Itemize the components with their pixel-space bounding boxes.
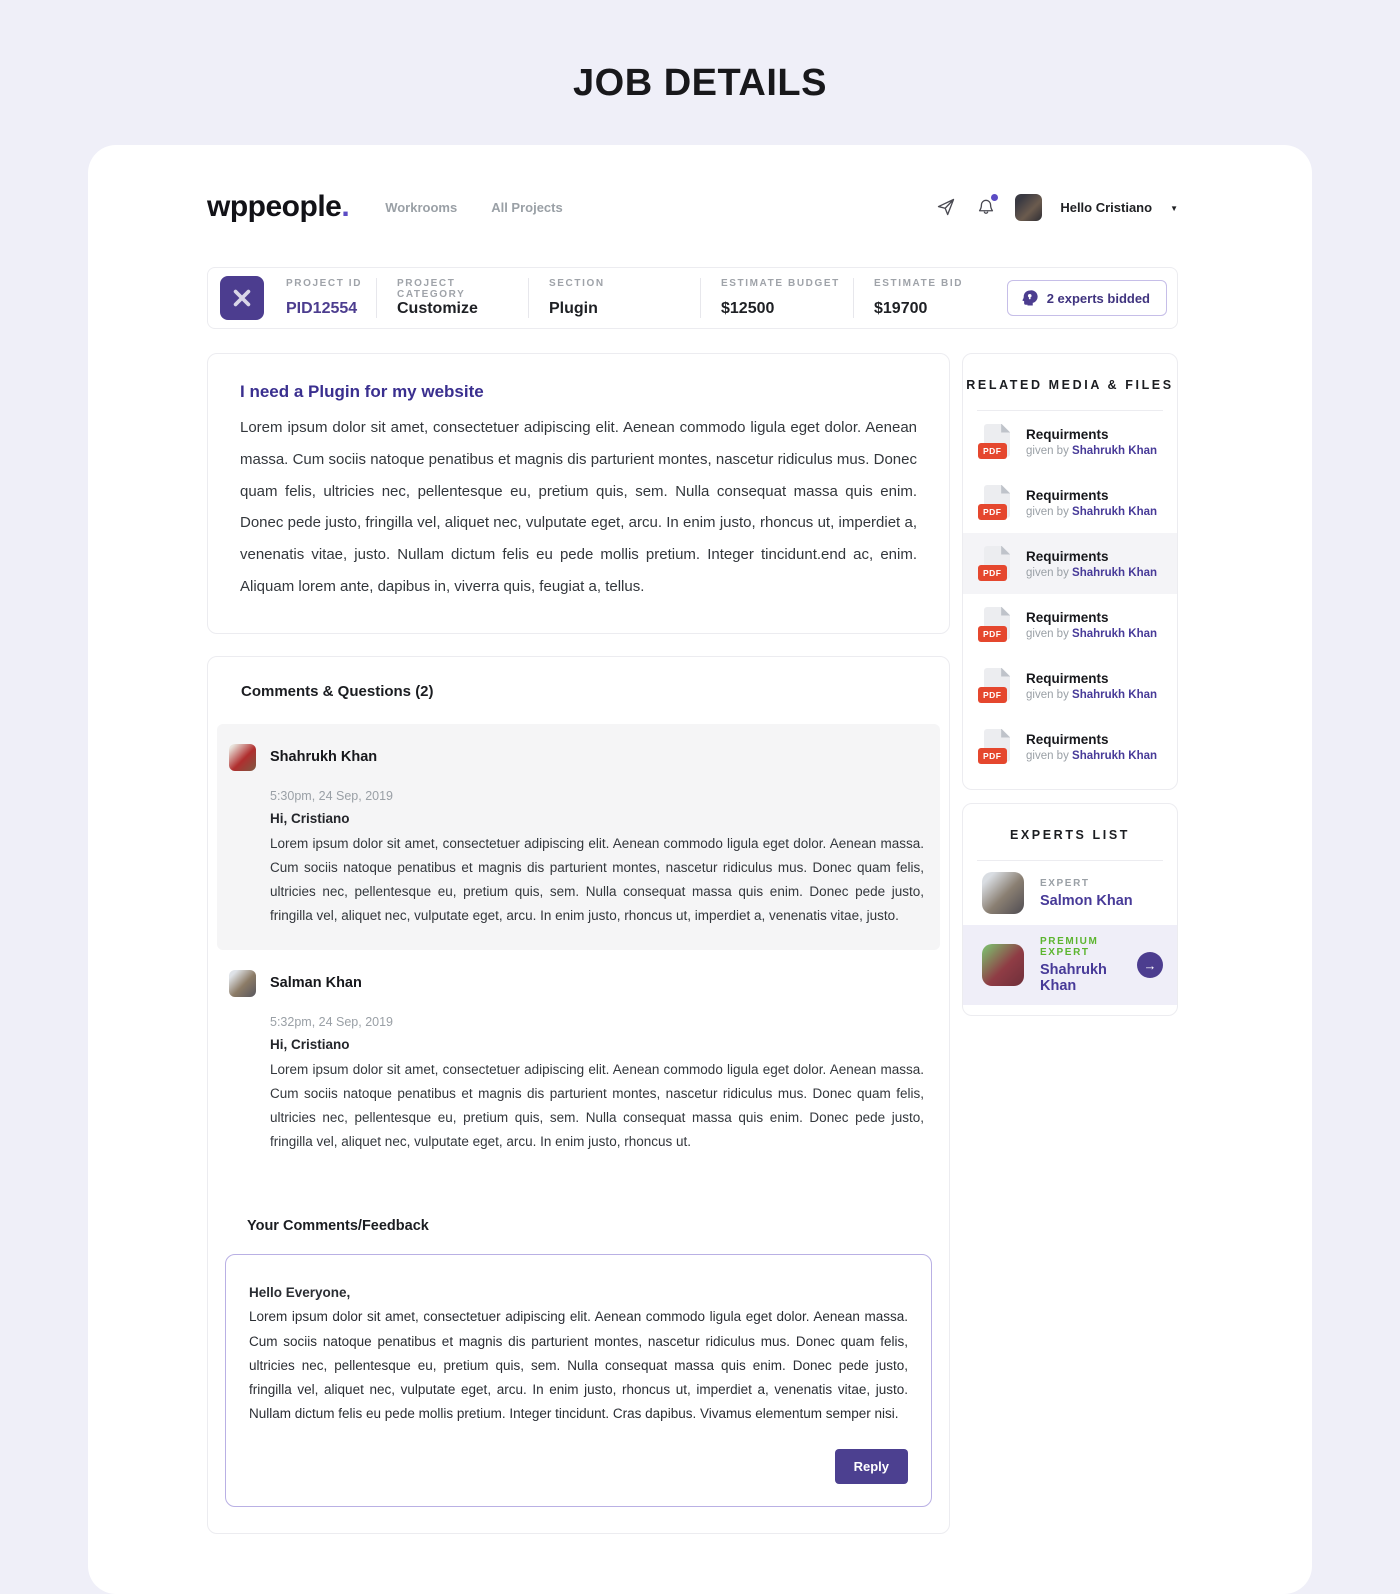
notifications-bell-icon[interactable] xyxy=(975,196,997,218)
nav-workrooms[interactable]: Workrooms xyxy=(385,199,458,215)
estimate-budget-value: $12500 xyxy=(721,300,775,317)
expert-avatar xyxy=(982,944,1024,986)
given-by-label: given by xyxy=(1026,444,1069,457)
nav-all-projects[interactable]: All Projects xyxy=(491,199,563,215)
given-by-label: given by xyxy=(1026,688,1069,701)
file-item[interactable] xyxy=(963,716,1177,777)
file-title: Requirments xyxy=(1026,670,1109,686)
project-category-value: Customize xyxy=(397,300,478,317)
experts-bidded-button[interactable] xyxy=(1007,280,1167,316)
file-author[interactable]: Shahrukh Khan xyxy=(1072,444,1158,457)
experts-list-heading: EXPERTS LIST xyxy=(1009,828,1131,842)
pdf-file-icon: PDF xyxy=(982,485,1012,521)
project-tools-icon xyxy=(220,276,264,320)
expert-role-label: EXPERT xyxy=(1040,877,1090,889)
user-greeting: Hello Cristiano xyxy=(1060,199,1153,215)
file-item[interactable] xyxy=(963,594,1177,655)
pdf-file-icon: PDF xyxy=(982,668,1012,704)
comment-text: Lorem ipsum dolor sit amet, consectetuer adipiscing elit. Aenean commodo ligula eget dolor. Aenean massa. Cum sociis natoque penatibus et magnis dis parturient montes, nascetur ridiculus mus. Donec quam felis, ultricies nec, pellentesque eu, pretium quis, sem. Nulla consequat massa quis enim. Donec pede justo, fringilla vel, aliquet nec, vulputate eget, arcu. In enim justo, rhoncus ut, imperdiet a, venenatis vitae, justo. xyxy=(270,835,924,923)
expert-arrow-right-icon[interactable] xyxy=(1137,952,1163,978)
section-label: SECTION xyxy=(549,278,605,289)
comment-item xyxy=(217,950,940,1176)
expert-name[interactable]: Shahrukh Khan xyxy=(1040,962,1107,994)
user-menu-chevron-down-icon[interactable] xyxy=(1170,198,1178,216)
file-item[interactable] xyxy=(963,411,1177,472)
comment-timestamp: 5:30pm, 24 Sep, 2019 xyxy=(270,788,394,803)
file-author[interactable]: Shahrukh Khan xyxy=(1072,627,1158,640)
section-field xyxy=(528,278,700,318)
file-title: Requirments xyxy=(1026,426,1109,442)
given-by-label: given by xyxy=(1026,749,1069,762)
estimate-budget-label: ESTIMATE BUDGET xyxy=(721,278,840,289)
feedback-input-box[interactable] xyxy=(225,1254,932,1507)
project-id-value: PID12554 xyxy=(286,300,358,317)
estimate-budget-field xyxy=(700,278,853,318)
file-title: Requirments xyxy=(1026,548,1109,564)
job-description-card xyxy=(207,353,950,634)
file-author[interactable]: Shahrukh Khan xyxy=(1072,566,1158,579)
file-title: Requirments xyxy=(1026,487,1109,503)
feedback-input-text[interactable] xyxy=(249,1281,908,1427)
expert-name[interactable]: Salmon Khan xyxy=(1040,892,1133,909)
header-right xyxy=(935,194,1178,221)
comment-salutation: Hi, Cristiano xyxy=(270,1036,350,1052)
file-item-selected[interactable] xyxy=(963,533,1177,594)
experts-list-card xyxy=(962,803,1178,1016)
file-author[interactable]: Shahrukh Khan xyxy=(1072,749,1158,762)
expert-avatar xyxy=(982,872,1024,914)
comment-salutation: Hi, Cristiano xyxy=(270,810,350,826)
commenter-avatar xyxy=(229,744,256,771)
comments-heading: Comments & Questions (2) xyxy=(241,682,434,700)
reply-button[interactable]: Reply xyxy=(835,1449,908,1484)
feedback-body: Lorem ipsum dolor sit amet, consectetuer adipiscing elit. Aenean commodo ligula eget dolor. Aenean massa. Cum sociis natoque penatibus et magnis dis parturient montes, nascetur ridiculus mus. Donec quam felis, ultricies nec, pellentesque eu, pretium quis, sem. Nulla consequat massa quis enim. Donec pede justo, fringilla vel, aliquet nec, vulputate eget, arcu. In enim justo, rhoncus ut, imperdiet a, venenatis vitae, justo. Nullam dictum felis eu pede mollis pretium. Integer tincidunt. Cras dapibus. Vivamus elementum semper nisi. xyxy=(249,1309,908,1422)
main-nav xyxy=(385,200,563,215)
feedback-heading: Your Comments/Feedback xyxy=(247,1217,429,1234)
estimate-bid-label: ESTIMATE BID xyxy=(874,278,964,289)
file-title: Requirments xyxy=(1026,731,1109,747)
section-value: Plugin xyxy=(549,300,598,317)
project-category-label: PROJECT CATEGORY xyxy=(397,278,466,300)
comment-item xyxy=(217,724,940,950)
premium-expert-role-label: PREMIUM EXPERT xyxy=(1040,936,1099,958)
given-by-label: given by xyxy=(1026,627,1069,640)
commenter-avatar xyxy=(229,970,256,997)
logo-dot: . xyxy=(341,190,350,223)
job-details-card xyxy=(88,145,1312,1594)
pdf-file-icon: PDF xyxy=(982,607,1012,643)
job-title: I need a Plugin for my website xyxy=(240,382,484,401)
send-icon[interactable] xyxy=(935,196,957,218)
project-id-label: PROJECT ID xyxy=(286,278,363,289)
file-item[interactable] xyxy=(963,472,1177,533)
user-avatar[interactable] xyxy=(1015,194,1042,221)
file-item[interactable] xyxy=(963,655,1177,716)
given-by-label: given by xyxy=(1026,566,1069,579)
file-title: Requirments xyxy=(1026,609,1109,625)
commenter-name: Salman Khan xyxy=(270,975,362,992)
experts-bidded-label: 2 experts bidded xyxy=(1046,290,1150,306)
page-title: JOB DETAILS xyxy=(573,62,827,104)
given-by-label: given by xyxy=(1026,505,1069,518)
comment-timestamp: 5:32pm, 24 Sep, 2019 xyxy=(270,1014,394,1029)
project-id-field xyxy=(276,278,376,318)
expert-item[interactable] xyxy=(963,861,1177,925)
pdf-file-icon: PDF xyxy=(982,424,1012,460)
comment-text: Lorem ipsum dolor sit amet, consectetuer adipiscing elit. Aenean commodo ligula eget dolor. Aenean massa. Cum sociis natoque penatibus et magnis dis parturient montes, nascetur ridiculus mus. Donec quam felis, ultricies nec, pellentesque eu, pretium quis, sem. Nulla consequat massa quis enim. Donec pede justo, fringilla vel, aliquet nec, vulputate eget, arcu. In enim justo, rhoncus ut. xyxy=(270,1061,924,1149)
file-author[interactable]: Shahrukh Khan xyxy=(1072,688,1158,701)
estimate-bid-value: $19700 xyxy=(874,300,928,317)
job-description-text: Lorem ipsum dolor sit amet, consectetuer adipiscing elit. Aenean commodo ligula eget dolor. Aenean massa. Cum sociis natoque penatibus et magnis dis parturient montes, nascetur ridiculus mus. Donec quam felis, ultricies nec, pellentesque eu, pretium quis, sem. Nulla consequat massa quis enim. Donec pede justo, fringilla vel, aliquet nec, vulputate eget, arcu. In enim justo, rhoncus ut, imperdiet a, venenatis vitae, justo. Nullam dictum felis eu pede mollis pretium. Integer tincidunt.end ac, enim. Aliquam lorem ante, dapibus in, viverra quis, feugiat a, tellus. xyxy=(240,419,917,595)
file-author[interactable]: Shahrukh Khan xyxy=(1072,505,1158,518)
comments-card xyxy=(207,656,950,1534)
commenter-name: Shahrukh Khan xyxy=(270,749,378,766)
pdf-file-icon: PDF xyxy=(982,546,1012,582)
notification-badge-dot xyxy=(991,194,998,201)
expert-item-premium[interactable] xyxy=(963,925,1177,1005)
pdf-file-icon: PDF xyxy=(982,729,1012,765)
project-info-bar xyxy=(207,267,1178,329)
related-files-heading: RELATED MEDIA & FILES xyxy=(966,378,1174,392)
feedback-salutation: Hello Everyone, xyxy=(249,1284,351,1300)
related-files-card xyxy=(962,353,1178,790)
estimate-bid-field xyxy=(853,278,1003,318)
logo-text: wppeople xyxy=(207,190,342,223)
expert-head-icon xyxy=(1020,289,1038,307)
wppeople-logo[interactable] xyxy=(207,190,349,224)
project-category-field xyxy=(376,278,528,318)
app-header xyxy=(207,175,1178,239)
